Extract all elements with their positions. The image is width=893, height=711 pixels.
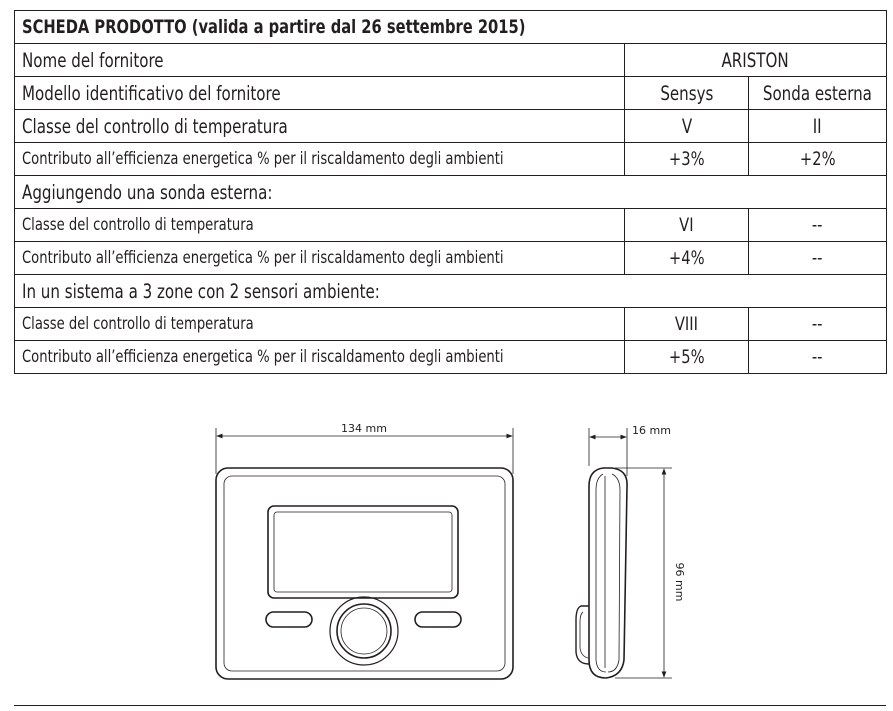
device-dimension-drawing — [0, 400, 893, 705]
class-row — [15, 110, 887, 143]
section2-row — [15, 176, 887, 209]
s2-contrib-label: Contributo all’efficienza energetica % per il riscaldamento degli ambienti — [15, 242, 625, 275]
s3-class-sensys: VIII — [625, 308, 749, 341]
front-view — [216, 468, 513, 679]
s2-class-sensys: VI — [625, 209, 749, 242]
sheet-title: SCHEDA PRODOTTO (valida a partire dal 26 settembre 2015) — [15, 11, 887, 44]
model-sensys: Sensys — [625, 77, 749, 110]
knob-shape — [337, 604, 391, 658]
class-sonda: II — [749, 110, 887, 143]
product-sheet-table — [14, 10, 887, 374]
s3-class-sonda: -- — [749, 308, 887, 341]
s2-class-label: Classe del controllo di temperatura — [15, 209, 625, 242]
model-row — [15, 77, 887, 110]
s2-contrib-sensys: +4% — [625, 242, 749, 275]
width-label: 134 mm — [341, 422, 387, 435]
title-row — [15, 11, 887, 44]
class-label: Classe del controllo di temperatura — [15, 110, 625, 143]
contrib-label: Contributo all’efficienza energetica % per il riscaldamento degli ambienti — [15, 143, 625, 176]
s2-contrib-row — [15, 242, 887, 275]
s2-class-row — [15, 209, 887, 242]
supplier-label: Nome del fornitore — [15, 44, 625, 77]
s3-contrib-sonda: -- — [749, 341, 887, 374]
supplier-value: ARISTON — [625, 44, 887, 77]
section3-title: In un sistema a 3 zone con 2 sensori ambiente: — [15, 275, 887, 308]
s3-contrib-label: Contributo all’efficienza energetica % per il riscaldamento degli ambienti — [15, 341, 625, 374]
supplier-row — [15, 44, 887, 77]
contrib-row — [15, 143, 887, 176]
model-sonda-esterna: Sonda esterna — [749, 77, 887, 110]
left-button-shape — [266, 612, 312, 627]
right-button-shape — [415, 612, 461, 627]
bottom-rule — [14, 705, 886, 706]
s2-class-sonda: -- — [749, 209, 887, 242]
s3-contrib-sensys: +5% — [625, 341, 749, 374]
model-label: Modello identificativo del fornitore — [15, 77, 625, 110]
class-sensys: V — [625, 110, 749, 143]
depth-label: 16 mm — [632, 424, 671, 437]
s3-class-label: Classe del controllo di temperatura — [15, 308, 625, 341]
height-label: 96 mm — [673, 562, 686, 602]
contrib-sensys: +3% — [625, 143, 749, 176]
section3-row — [15, 275, 887, 308]
s2-contrib-sonda: -- — [749, 242, 887, 275]
contrib-sonda: +2% — [749, 143, 887, 176]
s3-class-row — [15, 308, 887, 341]
section2-title: Aggiungendo una sonda esterna: — [15, 176, 887, 209]
side-view — [576, 468, 627, 678]
s3-contrib-row — [15, 341, 887, 374]
